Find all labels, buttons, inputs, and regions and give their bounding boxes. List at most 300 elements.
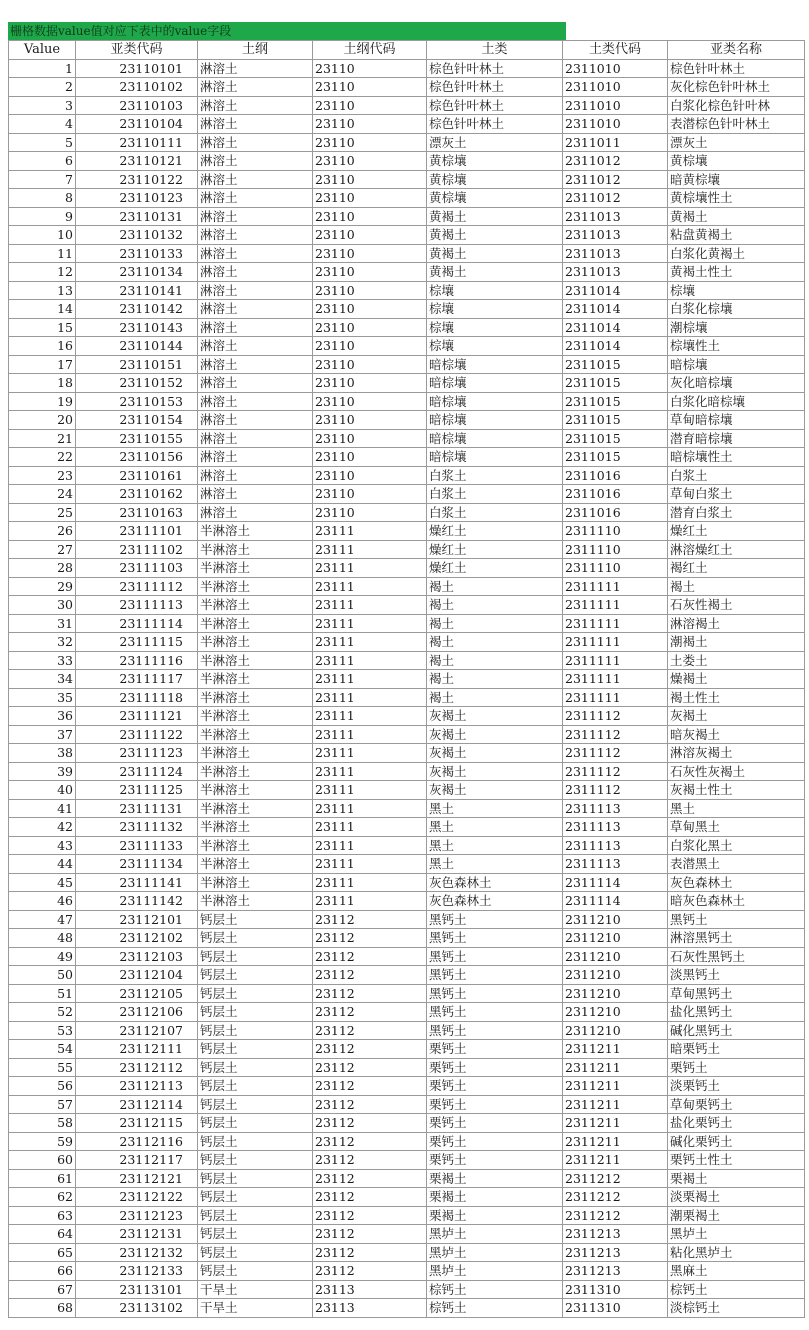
table-row (9, 503, 805, 522)
cell-value: 4 (9, 115, 76, 134)
cell-subclass-name: 白浆化棕壤 (668, 300, 805, 319)
table-row (9, 1280, 805, 1299)
cell-order-code: 23111 (313, 559, 427, 578)
cell-group-code: 2311111 (563, 633, 668, 652)
cell-group-code: 2311110 (563, 559, 668, 578)
cell-subclass-name: 灰化暗棕壤 (668, 374, 805, 393)
cell-order: 淋溶土 (198, 263, 313, 282)
cell-group-code: 2311015 (563, 411, 668, 430)
cell-value: 67 (9, 1280, 76, 1299)
table-row (9, 1151, 805, 1170)
cell-group: 棕色针叶林土 (427, 78, 563, 97)
table-row (9, 707, 805, 726)
cell-group: 灰褐土 (427, 707, 563, 726)
cell-subclass-code: 23112115 (76, 1114, 198, 1133)
cell-order-code: 23112 (313, 1169, 427, 1188)
cell-subclass-name: 棕壤 (668, 281, 805, 300)
cell-value: 54 (9, 1040, 76, 1059)
cell-group-code: 2311112 (563, 762, 668, 781)
cell-subclass-code: 23110131 (76, 207, 198, 226)
cell-group-code: 2311113 (563, 818, 668, 837)
table-row (9, 577, 805, 596)
table-row (9, 152, 805, 171)
table-row (9, 263, 805, 282)
table-row (9, 596, 805, 615)
cell-subclass-name: 潮栗褐土 (668, 1206, 805, 1225)
cell-group: 暗棕壤 (427, 355, 563, 374)
cell-subclass-code: 23111116 (76, 651, 198, 670)
cell-group: 燥红土 (427, 559, 563, 578)
cell-subclass-name: 黑麻土 (668, 1262, 805, 1281)
table-row (9, 1169, 805, 1188)
cell-order: 半淋溶土 (198, 836, 313, 855)
cell-group: 灰褐土 (427, 781, 563, 800)
cell-group-code: 2311112 (563, 744, 668, 763)
cell-subclass-name: 褐土 (668, 577, 805, 596)
cell-group-code: 2311114 (563, 873, 668, 892)
table-row (9, 300, 805, 319)
cell-group-code: 2311112 (563, 781, 668, 800)
cell-group: 褐土 (427, 670, 563, 689)
cell-order: 半淋溶土 (198, 762, 313, 781)
cell-value: 68 (9, 1299, 76, 1318)
cell-group: 棕壤 (427, 337, 563, 356)
cell-order: 淋溶土 (198, 152, 313, 171)
cell-value: 13 (9, 281, 76, 300)
table-row (9, 910, 805, 929)
cell-value: 5 (9, 133, 76, 152)
cell-group: 栗钙土 (427, 1151, 563, 1170)
cell-value: 19 (9, 392, 76, 411)
cell-value: 16 (9, 337, 76, 356)
cell-group: 黑垆土 (427, 1243, 563, 1262)
cell-order-code: 23112 (313, 1095, 427, 1114)
cell-order-code: 23112 (313, 910, 427, 929)
cell-group-code: 2311015 (563, 355, 668, 374)
cell-subclass-name: 白浆化黑土 (668, 836, 805, 855)
cell-subclass-code: 23111115 (76, 633, 198, 652)
cell-group-code: 2311111 (563, 596, 668, 615)
table-row (9, 244, 805, 263)
table-row (9, 836, 805, 855)
cell-subclass-name: 粘盘黄褐土 (668, 226, 805, 245)
table-row (9, 1077, 805, 1096)
cell-order: 半淋溶土 (198, 577, 313, 596)
cell-subclass-name: 栗褐土 (668, 1169, 805, 1188)
cell-value: 38 (9, 744, 76, 763)
cell-subclass-code: 23112117 (76, 1151, 198, 1170)
cell-subclass-name: 淡棕钙土 (668, 1299, 805, 1318)
table-row (9, 873, 805, 892)
cell-order: 半淋溶土 (198, 781, 313, 800)
header-subclass-code: 亚类代码 (76, 41, 198, 60)
table-row (9, 170, 805, 189)
cell-subclass-code: 23111133 (76, 836, 198, 855)
table-row (9, 392, 805, 411)
cell-group: 黑土 (427, 855, 563, 874)
cell-group-code: 2311016 (563, 485, 668, 504)
cell-subclass-code: 23110151 (76, 355, 198, 374)
cell-order: 半淋溶土 (198, 744, 313, 763)
cell-group-code: 2311213 (563, 1225, 668, 1244)
cell-group-code: 2311010 (563, 78, 668, 97)
cell-group: 褐土 (427, 614, 563, 633)
cell-order: 半淋溶土 (198, 725, 313, 744)
cell-subclass-name: 黄棕壤 (668, 152, 805, 171)
cell-order-code: 23110 (313, 152, 427, 171)
cell-subclass-name: 盐化黑钙土 (668, 1003, 805, 1022)
cell-group-code: 2311310 (563, 1299, 668, 1318)
cell-order-code: 23111 (313, 836, 427, 855)
cell-subclass-code: 23111121 (76, 707, 198, 726)
cell-order-code: 23110 (313, 244, 427, 263)
cell-group: 栗钙土 (427, 1132, 563, 1151)
cell-subclass-code: 23110163 (76, 503, 198, 522)
cell-order: 半淋溶土 (198, 670, 313, 689)
cell-group: 栗褐土 (427, 1188, 563, 1207)
cell-order-code: 23110 (313, 392, 427, 411)
cell-group: 黄棕壤 (427, 189, 563, 208)
table-row (9, 1299, 805, 1318)
cell-value: 25 (9, 503, 76, 522)
cell-subclass-name: 淡黑钙土 (668, 966, 805, 985)
cell-order-code: 23112 (313, 1058, 427, 1077)
cell-group-code: 2311111 (563, 614, 668, 633)
cell-subclass-name: 表潜黑土 (668, 855, 805, 874)
cell-group: 黑垆土 (427, 1225, 563, 1244)
cell-order: 淋溶土 (198, 300, 313, 319)
table-row (9, 614, 805, 633)
cell-group-code: 2311111 (563, 670, 668, 689)
cell-order-code: 23111 (313, 799, 427, 818)
cell-group-code: 2311012 (563, 152, 668, 171)
table-row (9, 762, 805, 781)
cell-order-code: 23110 (313, 96, 427, 115)
cell-group-code: 2311212 (563, 1169, 668, 1188)
cell-subclass-code: 23112132 (76, 1243, 198, 1262)
cell-group-code: 2311114 (563, 892, 668, 911)
cell-subclass-name: 白浆化棕色针叶林 (668, 96, 805, 115)
cell-group: 漂灰土 (427, 133, 563, 152)
cell-order-code: 23112 (313, 1225, 427, 1244)
cell-subclass-code: 23110141 (76, 281, 198, 300)
cell-order: 干旱土 (198, 1299, 313, 1318)
cell-order: 钙层土 (198, 1021, 313, 1040)
cell-value: 51 (9, 984, 76, 1003)
cell-subclass-name: 黑垆土 (668, 1225, 805, 1244)
cell-subclass-code: 23110154 (76, 411, 198, 430)
cell-subclass-name: 盐化栗钙土 (668, 1114, 805, 1133)
cell-subclass-name: 黑钙土 (668, 910, 805, 929)
cell-value: 14 (9, 300, 76, 319)
table-row (9, 1040, 805, 1059)
table-row (9, 651, 805, 670)
cell-value: 49 (9, 947, 76, 966)
table-row (9, 1225, 805, 1244)
cell-subclass-name: 草甸暗棕壤 (668, 411, 805, 430)
cell-order: 钙层土 (198, 1262, 313, 1281)
cell-value: 52 (9, 1003, 76, 1022)
cell-group: 灰色森林土 (427, 873, 563, 892)
cell-group-code: 2311010 (563, 115, 668, 134)
cell-subclass-code: 23110121 (76, 152, 198, 171)
cell-order: 淋溶土 (198, 78, 313, 97)
cell-order: 半淋溶土 (198, 633, 313, 652)
cell-order: 钙层土 (198, 1188, 313, 1207)
cell-order-code: 23110 (313, 485, 427, 504)
cell-group: 棕色针叶林土 (427, 115, 563, 134)
cell-subclass-code: 23112112 (76, 1058, 198, 1077)
cell-order-code: 23112 (313, 929, 427, 948)
cell-order: 淋溶土 (198, 503, 313, 522)
cell-order: 钙层土 (198, 947, 313, 966)
cell-group: 黑土 (427, 818, 563, 837)
cell-order: 淋溶土 (198, 355, 313, 374)
cell-group: 暗棕壤 (427, 448, 563, 467)
table-row (9, 818, 805, 837)
cell-order: 钙层土 (198, 1040, 313, 1059)
cell-subclass-name: 草甸栗钙土 (668, 1095, 805, 1114)
cell-group-code: 2311113 (563, 799, 668, 818)
cell-value: 24 (9, 485, 76, 504)
cell-value: 36 (9, 707, 76, 726)
cell-value: 48 (9, 929, 76, 948)
cell-subclass-code: 23110161 (76, 466, 198, 485)
cell-order-code: 23111 (313, 818, 427, 837)
cell-subclass-name: 棕钙土 (668, 1280, 805, 1299)
cell-group-code: 2311013 (563, 244, 668, 263)
table-body (9, 59, 805, 1317)
cell-group: 栗钙土 (427, 1095, 563, 1114)
cell-group: 黑钙土 (427, 1021, 563, 1040)
cell-subclass-code: 23112107 (76, 1021, 198, 1040)
cell-order-code: 23112 (313, 1262, 427, 1281)
cell-value: 46 (9, 892, 76, 911)
cell-group: 栗钙土 (427, 1077, 563, 1096)
cell-value: 56 (9, 1077, 76, 1096)
cell-subclass-code: 23110156 (76, 448, 198, 467)
table-row (9, 411, 805, 430)
cell-subclass-code: 23110144 (76, 337, 198, 356)
cell-group-code: 2311211 (563, 1132, 668, 1151)
cell-group: 黄棕壤 (427, 152, 563, 171)
cell-subclass-code: 23110143 (76, 318, 198, 337)
cell-group: 暗棕壤 (427, 429, 563, 448)
cell-group-code: 2311013 (563, 226, 668, 245)
cell-group: 褐土 (427, 577, 563, 596)
cell-subclass-code: 23110103 (76, 96, 198, 115)
cell-group: 黑钙土 (427, 984, 563, 1003)
cell-order-code: 23112 (313, 1151, 427, 1170)
cell-subclass-name: 土娄土 (668, 651, 805, 670)
cell-value: 22 (9, 448, 76, 467)
cell-group: 棕色针叶林土 (427, 96, 563, 115)
cell-value: 8 (9, 189, 76, 208)
cell-subclass-code: 23112114 (76, 1095, 198, 1114)
cell-group-code: 2311014 (563, 318, 668, 337)
cell-order-code: 23112 (313, 984, 427, 1003)
cell-group-code: 2311211 (563, 1058, 668, 1077)
cell-order: 钙层土 (198, 929, 313, 948)
cell-order-code: 23110 (313, 170, 427, 189)
cell-subclass-code: 23112122 (76, 1188, 198, 1207)
cell-group: 栗褐土 (427, 1169, 563, 1188)
cell-subclass-code: 23112103 (76, 947, 198, 966)
cell-subclass-name: 燥红土 (668, 522, 805, 541)
table-row (9, 966, 805, 985)
table-row (9, 1058, 805, 1077)
cell-order: 钙层土 (198, 1003, 313, 1022)
cell-group-code: 2311210 (563, 910, 668, 929)
cell-value: 58 (9, 1114, 76, 1133)
soil-classification-table (8, 40, 805, 1318)
cell-order-code: 23112 (313, 1132, 427, 1151)
cell-group: 棕钙土 (427, 1299, 563, 1318)
cell-order: 半淋溶土 (198, 688, 313, 707)
cell-group-code: 2311210 (563, 1003, 668, 1022)
cell-value: 41 (9, 799, 76, 818)
cell-subclass-code: 23111134 (76, 855, 198, 874)
cell-order-code: 23110 (313, 115, 427, 134)
cell-subclass-code: 23113102 (76, 1299, 198, 1318)
cell-value: 15 (9, 318, 76, 337)
cell-order-code: 23112 (313, 1114, 427, 1133)
cell-group-code: 2311212 (563, 1188, 668, 1207)
cell-order-code: 23112 (313, 947, 427, 966)
cell-group-code: 2311112 (563, 725, 668, 744)
table-row (9, 59, 805, 78)
cell-group-code: 2311010 (563, 59, 668, 78)
cell-value: 20 (9, 411, 76, 430)
table-row (9, 1114, 805, 1133)
cell-order: 淋溶土 (198, 411, 313, 430)
cell-group-code: 2311211 (563, 1077, 668, 1096)
cell-order: 半淋溶土 (198, 799, 313, 818)
cell-order-code: 23113 (313, 1299, 427, 1318)
cell-value: 57 (9, 1095, 76, 1114)
cell-subclass-name: 淡栗钙土 (668, 1077, 805, 1096)
cell-order-code: 23111 (313, 744, 427, 763)
cell-group: 暗棕壤 (427, 392, 563, 411)
table-row (9, 540, 805, 559)
cell-subclass-name: 表潜棕色针叶林土 (668, 115, 805, 134)
cell-order-code: 23110 (313, 429, 427, 448)
cell-group-code: 2311016 (563, 466, 668, 485)
cell-order-code: 23111 (313, 633, 427, 652)
cell-subclass-name: 草甸黑土 (668, 818, 805, 837)
table-row (9, 1021, 805, 1040)
cell-group: 棕壤 (427, 281, 563, 300)
cell-order-code: 23111 (313, 762, 427, 781)
table-row (9, 1206, 805, 1225)
cell-subclass-code: 23110111 (76, 133, 198, 152)
cell-group: 黑土 (427, 836, 563, 855)
cell-value: 32 (9, 633, 76, 652)
cell-value: 42 (9, 818, 76, 837)
cell-subclass-name: 淡栗褐土 (668, 1188, 805, 1207)
cell-subclass-code: 23112133 (76, 1262, 198, 1281)
cell-order: 干旱土 (198, 1280, 313, 1299)
cell-subclass-name: 暗栗钙土 (668, 1040, 805, 1059)
cell-value: 55 (9, 1058, 76, 1077)
cell-value: 59 (9, 1132, 76, 1151)
cell-order-code: 23112 (313, 1021, 427, 1040)
cell-order-code: 23112 (313, 1243, 427, 1262)
table-row (9, 929, 805, 948)
cell-subclass-name: 燥褐土 (668, 670, 805, 689)
cell-value: 3 (9, 96, 76, 115)
cell-order-code: 23112 (313, 1077, 427, 1096)
cell-order: 钙层土 (198, 1151, 313, 1170)
cell-subclass-name: 草甸黑钙土 (668, 984, 805, 1003)
cell-subclass-code: 23112104 (76, 966, 198, 985)
cell-order-code: 23111 (313, 855, 427, 874)
cell-group-code: 2311010 (563, 96, 668, 115)
cell-group-code: 2311211 (563, 1151, 668, 1170)
cell-order: 淋溶土 (198, 485, 313, 504)
cell-subclass-name: 暗棕壤性土 (668, 448, 805, 467)
cell-group-code: 2311014 (563, 337, 668, 356)
table-row (9, 485, 805, 504)
cell-order-code: 23111 (313, 725, 427, 744)
cell-order-code: 23111 (313, 873, 427, 892)
cell-subclass-code: 23111123 (76, 744, 198, 763)
cell-order-code: 23110 (313, 263, 427, 282)
cell-group: 栗钙土 (427, 1040, 563, 1059)
cell-value: 1 (9, 59, 76, 78)
cell-order-code: 23112 (313, 966, 427, 985)
cell-subclass-name: 黄褐土性土 (668, 263, 805, 282)
cell-subclass-code: 23112111 (76, 1040, 198, 1059)
cell-subclass-code: 23110133 (76, 244, 198, 263)
cell-order-code: 23110 (313, 411, 427, 430)
cell-order-code: 23110 (313, 189, 427, 208)
cell-subclass-name: 潮褐土 (668, 633, 805, 652)
cell-value: 9 (9, 207, 76, 226)
cell-order: 钙层土 (198, 1077, 313, 1096)
cell-group-code: 2311211 (563, 1095, 668, 1114)
cell-order: 淋溶土 (198, 244, 313, 263)
cell-order-code: 23111 (313, 596, 427, 615)
cell-order: 半淋溶土 (198, 855, 313, 874)
cell-subclass-name: 白浆化暗棕壤 (668, 392, 805, 411)
cell-subclass-name: 暗棕壤 (668, 355, 805, 374)
cell-order: 淋溶土 (198, 226, 313, 245)
cell-value: 39 (9, 762, 76, 781)
cell-group: 褐土 (427, 596, 563, 615)
cell-subclass-name: 黄褐土 (668, 207, 805, 226)
cell-subclass-code: 23112123 (76, 1206, 198, 1225)
cell-subclass-name: 草甸白浆土 (668, 485, 805, 504)
cell-order: 半淋溶土 (198, 873, 313, 892)
cell-order-code: 23110 (313, 59, 427, 78)
cell-subclass-code: 23110152 (76, 374, 198, 393)
cell-order: 淋溶土 (198, 189, 313, 208)
cell-order-code: 23110 (313, 466, 427, 485)
cell-order: 淋溶土 (198, 170, 313, 189)
cell-group-code: 2311210 (563, 966, 668, 985)
cell-group: 栗钙土 (427, 1058, 563, 1077)
cell-group-code: 2311211 (563, 1040, 668, 1059)
cell-order-code: 23111 (313, 651, 427, 670)
cell-group: 白浆土 (427, 466, 563, 485)
cell-value: 62 (9, 1188, 76, 1207)
cell-order-code: 23113 (313, 1280, 427, 1299)
cell-group: 黑土 (427, 799, 563, 818)
cell-group: 黄棕壤 (427, 170, 563, 189)
cell-order-code: 23110 (313, 226, 427, 245)
cell-group: 棕色针叶林土 (427, 59, 563, 78)
